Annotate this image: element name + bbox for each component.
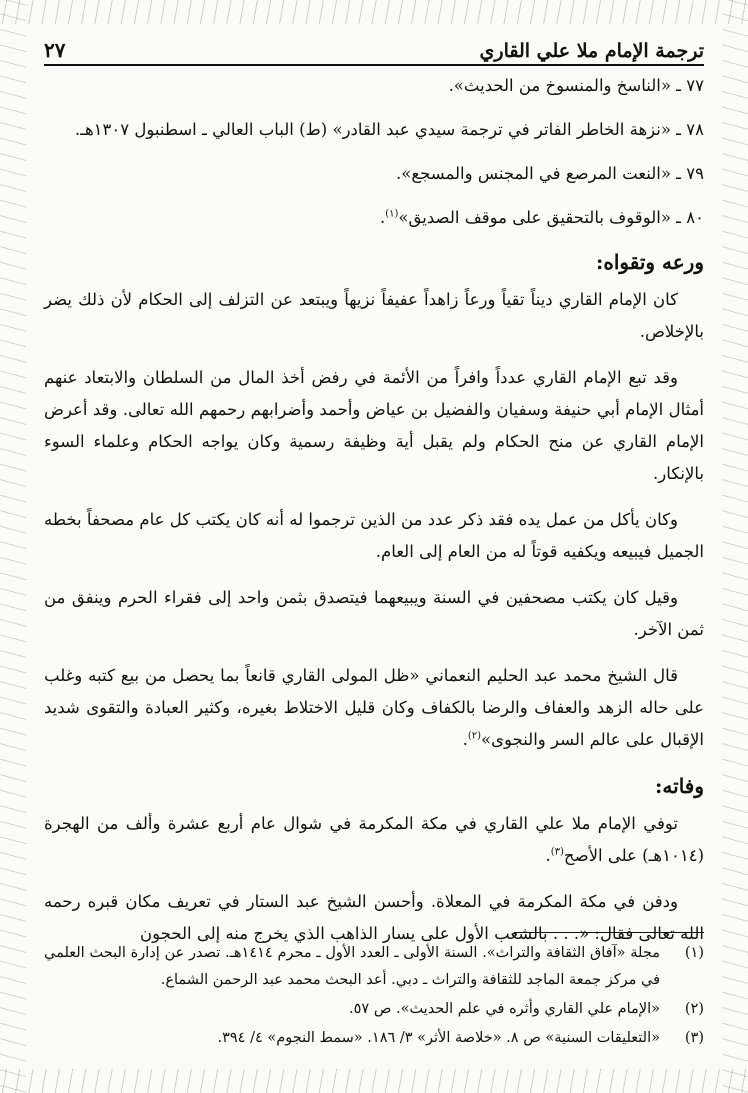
running-header [44,30,704,62]
footnote-text: «الإمام علي القاري وأثره في علم الحديث». ص ٥٧. [349,1001,660,1017]
quote-text: قال الشيخ محمد عبد الحليم النعماني «ظل المولى القاري قانعاً بما يحصل من بيع كتبه وغلب على حاله الزهد والعفاف والرضا بالكفاف وكان قليل الاختلاط بغيره، وكثير العبادة والتقوى شديد الإقبال على عالم السر والنجوى» [44,666,704,749]
footnote-ref: (٢) [467,730,482,742]
footnote-text: مجلة «آفاق الثقافة والتراث». السنة الأولى ـ العدد الأول ـ محرم ١٤١٤هـ. تصدر عن إدارة البحث العلمي في مركز جمعة الماجد للثقافة والتراث ـ دبي. أعد البحث محمد عبد الرحمن الشماع. [44,945,660,988]
section-heading-death: وفاته: [655,774,704,798]
footnote-number: (١) [684,945,704,961]
list-item: ٧٩ ـ «النعت المرصع في المجنس والمسجع». [396,164,704,183]
footnote [44,940,704,994]
paragraph: وقد تبع الإمام القاري عدداً وافراً من الأئمة في رفض أخذ المال من السلطان والابتعاد عنهم أمثال الإمام أبي حنيفة وسفيان والفضيل بن عياض وأحمد وأضرابهم رحمهم الله تعالى. وقد أعرض الإمام القاري عن منح الحكام ولم يقبل أية وظيفة رسمية وكان يواجه الحكام وعلماء السوء بالإنكار. [44,368,704,483]
paragraph [44,808,704,872]
footnotes [44,940,704,1054]
header-rule [44,64,704,66]
decorative-border-right [722,0,748,1093]
footnote [44,996,704,1023]
paragraph: وكان يأكل من عمل يده فقد ذكر عدد من الذين ترجموا له أنه كان يكتب كل عام مصحفاً بخطه الجميل فيبيعه ويكفيه قوتاً له من العام إلى العام. [44,510,704,561]
footnote-ref: (١) [385,208,399,220]
footnote [44,1025,704,1052]
death-text-end: . [545,846,551,865]
list-item: ٧٨ ـ «نزهة الخاطر الفاتر في ترجمة سيدي عبد القادر» (ط) الباب العالي ـ اسطنبول ١٣٠٧هـ. [74,120,704,139]
section-heading-piety: ورعه وتقواه: [595,250,704,274]
list-item-end: . [379,208,386,227]
paragraph: وقيل كان يكتب مصحفين في السنة ويبيعهما فيتصدق بثمن واحد إلى فقراء الحرم وينفق من ثمن الآخر. [44,588,704,639]
running-title: ترجمة الإمام ملا علي القاري [479,40,704,62]
decorative-border-bottom [0,1069,748,1093]
paragraph: كان الإمام القاري ديناً تقياً ورعاً زاهداً عفيفاً نزيهاً ويبتعد عن التزلف إلى الحكام لأن ذلك يضر بالإخلاص. [44,290,704,341]
list-item [44,202,704,234]
footnote-text: «التعليقات السنية» ص ٨. «خلاصة الأثر» ٣/ ١٨٦. «سمط النجوم» ٤/ ٣٩٤. [217,1030,660,1046]
page-body [44,70,704,964]
list-item: ٧٧ ـ «الناسخ والمنسوخ من الحديث». [448,76,704,95]
book-page [44,24,704,1064]
decorative-border-top [0,0,748,24]
page-number: ٢٧ [44,38,66,62]
decorative-border-left [0,0,26,1093]
paragraph: ودفن في مكة المكرمة في المعلاة. وأحسن الشيخ عبد الستار في تعريف مكان قبره رحمه الله تعالى فقال: «. . . بالشعب الأول على يسار الذاهب الذي يخرج منه إلى الحجون [44,892,704,943]
quote-paragraph [44,660,704,756]
footnote-ref: (٣) [550,846,564,858]
footnote-rule [514,932,704,933]
footnote-number: (٣) [684,1030,704,1046]
death-text: توفي الإمام ملا علي القاري في مكة المكرمة في شوال عام أربع عشرة وألف من الهجرة (١٠١٤هـ) على الأصح [44,814,704,865]
list-item-text: ٨٠ ـ «الوقوف بالتحقيق على موقف الصديق» [398,208,704,227]
quote-end: . [462,730,468,749]
footnote-number: (٢) [684,1001,704,1017]
